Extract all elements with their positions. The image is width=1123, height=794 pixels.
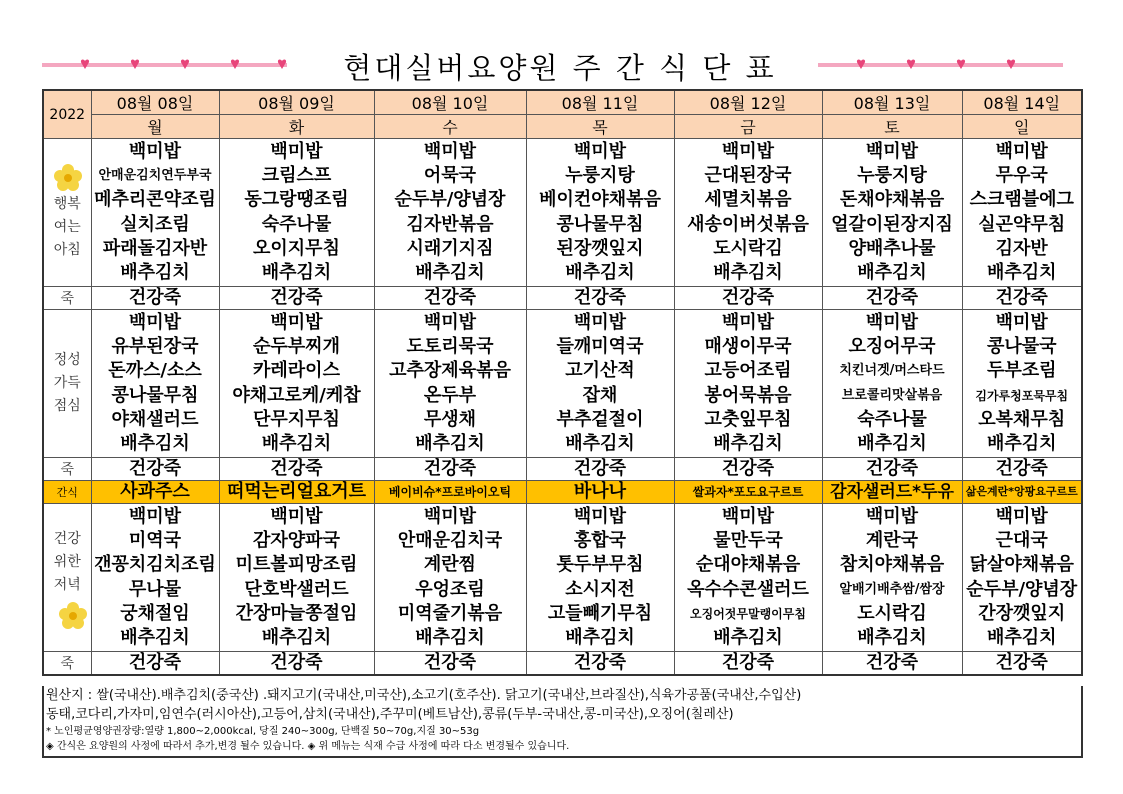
jook-item: 건강죽: [374, 287, 526, 310]
menu-item: 얼갈이된장지짐: [831, 213, 953, 235]
heart-line-decoration-left: [42, 58, 287, 72]
menu-item: 스크램블에그: [969, 189, 1074, 211]
menu-item: 배추김치: [713, 627, 783, 649]
menu-item: 두부조림: [986, 360, 1057, 382]
menu-item: 매생이무국: [704, 335, 792, 357]
menu-item: 백미밥: [865, 505, 919, 527]
day-cell: 화: [219, 115, 374, 139]
menu-item: 실치조림: [120, 213, 190, 235]
menu-item: 백미밥: [270, 311, 323, 333]
jook-label: 죽: [43, 652, 91, 676]
menu-item: 소시지전: [565, 578, 635, 600]
menu-item: 알배기배추쌈/쌈장: [839, 581, 945, 597]
menu-item: 근대국: [995, 529, 1048, 551]
menu-item: 콩나물국: [986, 335, 1057, 357]
date-cell: 08월 13일: [822, 90, 962, 115]
menu-item: 백미밥: [721, 505, 775, 527]
dinner-menu-cell: [219, 504, 374, 652]
snack-item: 베이비슈*프로바이오틱: [374, 481, 526, 504]
breakfast-menu-cell: [91, 139, 219, 287]
menu-item: 배추김치: [565, 627, 635, 649]
menu-item: 백미밥: [128, 505, 182, 527]
menu-item: 베이컨야채볶음: [539, 189, 661, 211]
snack-item: 떠먹는리얼요거트: [219, 481, 374, 504]
jook-item: 건강죽: [962, 458, 1082, 481]
menu-item: 고기산적: [565, 360, 635, 382]
menu-item: 배추김치: [261, 627, 332, 649]
lunch-jook-row: [43, 458, 1082, 481]
menu-item: 단호박샐러드: [244, 578, 349, 600]
menu-item: 배추김치: [120, 433, 190, 455]
jook-item: 건강죽: [674, 287, 822, 310]
menu-item: 배추김치: [120, 627, 190, 649]
jook-item: 건강죽: [526, 458, 674, 481]
menu-item: 김가루청포묵무침: [975, 388, 1069, 403]
heart-line-decoration-right: [818, 58, 1063, 72]
date-cell: 08월 11일: [526, 90, 674, 115]
menu-item: 누룽지탕: [857, 164, 927, 186]
snack-label: 간식: [43, 481, 91, 504]
menu-item: 배추김치: [986, 627, 1057, 649]
menu-item: 배추김치: [565, 262, 635, 284]
dinner-menu-cell: [374, 504, 526, 652]
menu-item: 고추장제육볶음: [389, 360, 511, 382]
day-cell: 토: [822, 115, 962, 139]
menu-item: 파래돌김자반: [102, 237, 208, 259]
breakfast-menu-cell: [962, 139, 1082, 287]
menu-item: 톳두부무침: [556, 554, 644, 576]
menu-item: 야채샐러드: [111, 408, 199, 430]
breakfast-menu-cell: [219, 139, 374, 287]
menu-item: 백미밥: [128, 140, 182, 162]
menu-item: 감자양파국: [253, 529, 340, 551]
menu-item: 배추김치: [261, 433, 332, 455]
dinner-menu-cell: [674, 504, 822, 652]
menu-item: 새송이버섯볶음: [687, 213, 809, 235]
menu-item: 배추김치: [713, 262, 783, 284]
jook-item: 건강죽: [674, 652, 822, 676]
flower-icon: [53, 163, 83, 193]
lunch-label: [43, 310, 91, 458]
menu-item: 백미밥: [865, 311, 919, 333]
jook-item: 건강죽: [822, 652, 962, 676]
menu-item: 치킨너겟/머스타드: [839, 363, 945, 379]
year-label: 2022: [43, 90, 91, 139]
menu-item: 백미밥: [995, 140, 1048, 162]
menu-item: 백미밥: [721, 311, 775, 333]
jook-item: 건강죽: [822, 287, 962, 310]
menu-item: 백미밥: [423, 140, 477, 162]
menu-item: 무생채: [423, 408, 477, 430]
menu-item: 크림스프: [261, 164, 332, 186]
breakfast-jook-row: [43, 287, 1082, 310]
breakfast-label-text: 행복 여는 아침: [53, 196, 81, 258]
menu-item: 돈까스/소스: [108, 360, 202, 382]
day-cell: 목: [526, 115, 674, 139]
breakfast-label: [43, 139, 91, 287]
menu-item: 배추김치: [565, 433, 635, 455]
menu-item: 배추김치: [261, 262, 332, 284]
breakfast-row: [43, 139, 1082, 287]
menu-item: 순두부찌개: [253, 335, 340, 357]
menu-item: 고들빼기무침: [547, 602, 653, 624]
footer-notes: [42, 686, 1083, 758]
date-cell: 08월 09일: [219, 90, 374, 115]
day-cell: 일: [962, 115, 1082, 139]
lunch-menu-cell: [374, 310, 526, 458]
lunch-menu-cell: [91, 310, 219, 458]
menu-item: 계란국: [865, 529, 919, 551]
jook-item: 건강죽: [91, 458, 219, 481]
menu-item: 백미밥: [423, 505, 477, 527]
menu-item: 단무지무침: [253, 408, 340, 430]
menu-item: 미역국: [128, 529, 182, 551]
menu-item: 실곤약무침: [978, 213, 1066, 235]
jook-item: 건강죽: [219, 652, 374, 676]
lunch-row: [43, 310, 1082, 458]
menu-item: 간장마늘쫑절임: [235, 602, 358, 624]
menu-item: 물만두국: [713, 529, 783, 551]
menu-item: 배추김치: [857, 627, 927, 649]
menu-item: 도토리묵국: [406, 335, 494, 357]
day-row: [43, 115, 1082, 139]
menu-item: 브로콜리맛살볶음: [841, 387, 943, 403]
breakfast-menu-cell: [822, 139, 962, 287]
snack-item: 감자샐러드*두유: [822, 481, 962, 504]
jook-item: 건강죽: [962, 287, 1082, 310]
menu-item: 옥수수콘샐러드: [687, 578, 809, 600]
date-cell: 08월 12일: [674, 90, 822, 115]
menu-item: 누룽지탕: [565, 164, 635, 186]
lunch-menu-cell: [526, 310, 674, 458]
menu-item: 돈채야채볶음: [839, 189, 945, 211]
menu-item: 콩나물무침: [111, 384, 199, 406]
dinner-jook-row: [43, 652, 1082, 676]
breakfast-menu-cell: [526, 139, 674, 287]
menu-item: 순두부/양념장: [394, 189, 506, 211]
date-row: [43, 90, 1082, 115]
dinner-label-text: 건강 위한 저녁: [53, 531, 81, 593]
dinner-menu-cell: [962, 504, 1082, 652]
breakfast-menu-cell: [674, 139, 822, 287]
snack-row: [43, 481, 1082, 504]
menu-item: 궁채절임: [120, 602, 190, 624]
menu-item: 배추김치: [986, 433, 1057, 455]
snack-item: 사과주스: [91, 481, 219, 504]
menu-item: 백미밥: [423, 311, 477, 333]
menu-item: 안매운김치연두부국: [98, 167, 212, 183]
menu-item: 오이지무침: [253, 237, 340, 259]
date-cell: 08월 08일: [91, 90, 219, 115]
menu-item: 계란찜: [423, 554, 477, 576]
menu-item: 배추김치: [857, 262, 927, 284]
day-cell: 월: [91, 115, 219, 139]
menu-item: 배추김치: [986, 262, 1057, 284]
menu-item: 콩나물무침: [556, 213, 644, 235]
menu-item: 백미밥: [865, 140, 919, 162]
menu-item: 순대야채볶음: [695, 554, 801, 576]
menu-item: 유부된장국: [111, 335, 199, 357]
jook-item: 건강죽: [822, 458, 962, 481]
menu-item: 세멸치볶음: [704, 189, 792, 211]
menu-item: 카레라이스: [253, 360, 340, 382]
snack-item: 삶은계란*앙팡요구르트: [962, 481, 1082, 504]
page-title: 현대실버요양원 주 간 식 단 표: [343, 51, 777, 85]
menu-item: 양배추나물: [848, 237, 936, 259]
menu-item: 홍합국: [573, 529, 627, 551]
snack-item: 쌀과자*포도요구르트: [674, 481, 822, 504]
dinner-row: [43, 504, 1082, 652]
jook-label: 죽: [43, 458, 91, 481]
menu-item: 야채고로케/케찹: [232, 384, 361, 406]
menu-item: 백미밥: [995, 505, 1048, 527]
menu-item: 배추김치: [415, 627, 485, 649]
lunch-menu-cell: [674, 310, 822, 458]
menu-item: 우엉조림: [415, 578, 485, 600]
menu-item: 참치야채볶음: [839, 554, 945, 576]
menu-item: 숙주나물: [857, 408, 927, 430]
menu-item: 배추김치: [713, 433, 783, 455]
menu-item: 갠꽁치김치조림: [94, 554, 216, 576]
menu-item: 배추김치: [415, 262, 485, 284]
menu-item: 봉어묵볶음: [704, 384, 792, 406]
menu-item: 근대된장국: [704, 164, 792, 186]
menu-item: 백미밥: [721, 140, 775, 162]
dinner-menu-cell: [526, 504, 674, 652]
jook-item: 건강죽: [674, 458, 822, 481]
menu-item: 숙주나물: [261, 213, 332, 235]
menu-item: 고등어조림: [704, 360, 792, 382]
menu-item: 백미밥: [573, 140, 627, 162]
menu-item: 배추김치: [415, 433, 485, 455]
origin-note-2: 동태,코다리,가자미,임연수(러시아산),고등어,삼치(국내산),주꾸미(베트남산),콩류(두부-국내산,콩-미국산),오징어(칠레산): [46, 707, 734, 722]
dinner-menu-cell: [91, 504, 219, 652]
flower-icon: [58, 601, 88, 631]
menu-item: 배추김치: [857, 433, 927, 455]
menu-item: 순두부/양념장: [966, 578, 1078, 600]
menu-item: 백미밥: [573, 505, 627, 527]
lunch-menu-cell: [219, 310, 374, 458]
jook-item: 건강죽: [374, 458, 526, 481]
snack-item: 바나나: [526, 481, 674, 504]
jook-label: 죽: [43, 287, 91, 310]
menu-item: 부추겉절이: [556, 408, 644, 430]
date-cell: 08월 10일: [374, 90, 526, 115]
jook-item: 건강죽: [219, 287, 374, 310]
menu-item: 오복채무침: [978, 408, 1066, 430]
menu-item: 김자반볶음: [406, 213, 494, 235]
origin-note: 원산지 : 쌀(국내산).배추김치(중국산) .돼지고기(국내산,미국산),소고기(호주산). 닭고기(국내산,브라질산),식육가공품(국내산,수입산): [46, 688, 802, 703]
menu-item: 백미밥: [270, 505, 323, 527]
menu-item: 도시락김: [713, 237, 783, 259]
dinner-label: [43, 504, 91, 652]
lunch-label-text: 정성 가득 점심: [53, 352, 81, 414]
menu-item: 백미밥: [270, 140, 323, 162]
menu-item: 미트볼피망조림: [235, 554, 358, 576]
menu-item: 김자반: [995, 237, 1048, 259]
date-cell: 08월 14일: [962, 90, 1082, 115]
menu-item: 잡채: [582, 384, 618, 406]
menu-item: 메추리콘약조림: [94, 189, 216, 211]
jook-item: 건강죽: [526, 652, 674, 676]
menu-item: 어묵국: [423, 164, 477, 186]
menu-item: 백미밥: [573, 311, 627, 333]
jook-item: 건강죽: [91, 287, 219, 310]
breakfast-menu-cell: [374, 139, 526, 287]
jook-item: 건강죽: [526, 287, 674, 310]
menu-item: 무나물: [128, 578, 182, 600]
change-notice: ◈ 간식은 요양원의 사정에 따라서 추가,변경 될수 있습니다. ◈ 위 메뉴는 식재 수급 사정에 따라 다소 변경될수 있습니다.: [46, 741, 570, 752]
menu-item: 오징어젓무말랭이무침: [690, 606, 806, 621]
menu-item: 오징어무국: [848, 335, 936, 357]
menu-item: 무우국: [995, 164, 1048, 186]
menu-item: 백미밥: [995, 311, 1048, 333]
menu-item: 동그랑땡조림: [244, 189, 349, 211]
weekly-menu-table: [42, 89, 1083, 676]
menu-item: 닭살야채볶음: [969, 554, 1074, 576]
menu-item: 들깨미역국: [556, 335, 644, 357]
jook-item: 건강죽: [374, 652, 526, 676]
menu-item: 고춧잎무침: [704, 408, 792, 430]
jook-item: 건강죽: [219, 458, 374, 481]
dinner-menu-cell: [822, 504, 962, 652]
menu-item: 도시락김: [857, 602, 927, 624]
menu-item: 백미밥: [128, 311, 182, 333]
jook-item: 건강죽: [91, 652, 219, 676]
menu-item: 미역줄기볶음: [397, 602, 503, 624]
menu-item: 안매운김치국: [397, 529, 503, 551]
lunch-menu-cell: [962, 310, 1082, 458]
menu-item: 간장깻잎지: [978, 602, 1066, 624]
nutrition-note: * 노인평균영양권장량:열량 1,800~2,000kcal, 당질 240~300g, 단백질 50~70g,지질 30~53g: [46, 726, 480, 737]
menu-item: 된장깻잎지: [556, 237, 644, 259]
lunch-menu-cell: [822, 310, 962, 458]
day-cell: 수: [374, 115, 526, 139]
menu-item: 시래기지짐: [406, 237, 494, 259]
menu-item: 배추김치: [120, 262, 190, 284]
day-cell: 금: [674, 115, 822, 139]
menu-item: 온두부: [423, 384, 477, 406]
jook-item: 건강죽: [962, 652, 1082, 676]
